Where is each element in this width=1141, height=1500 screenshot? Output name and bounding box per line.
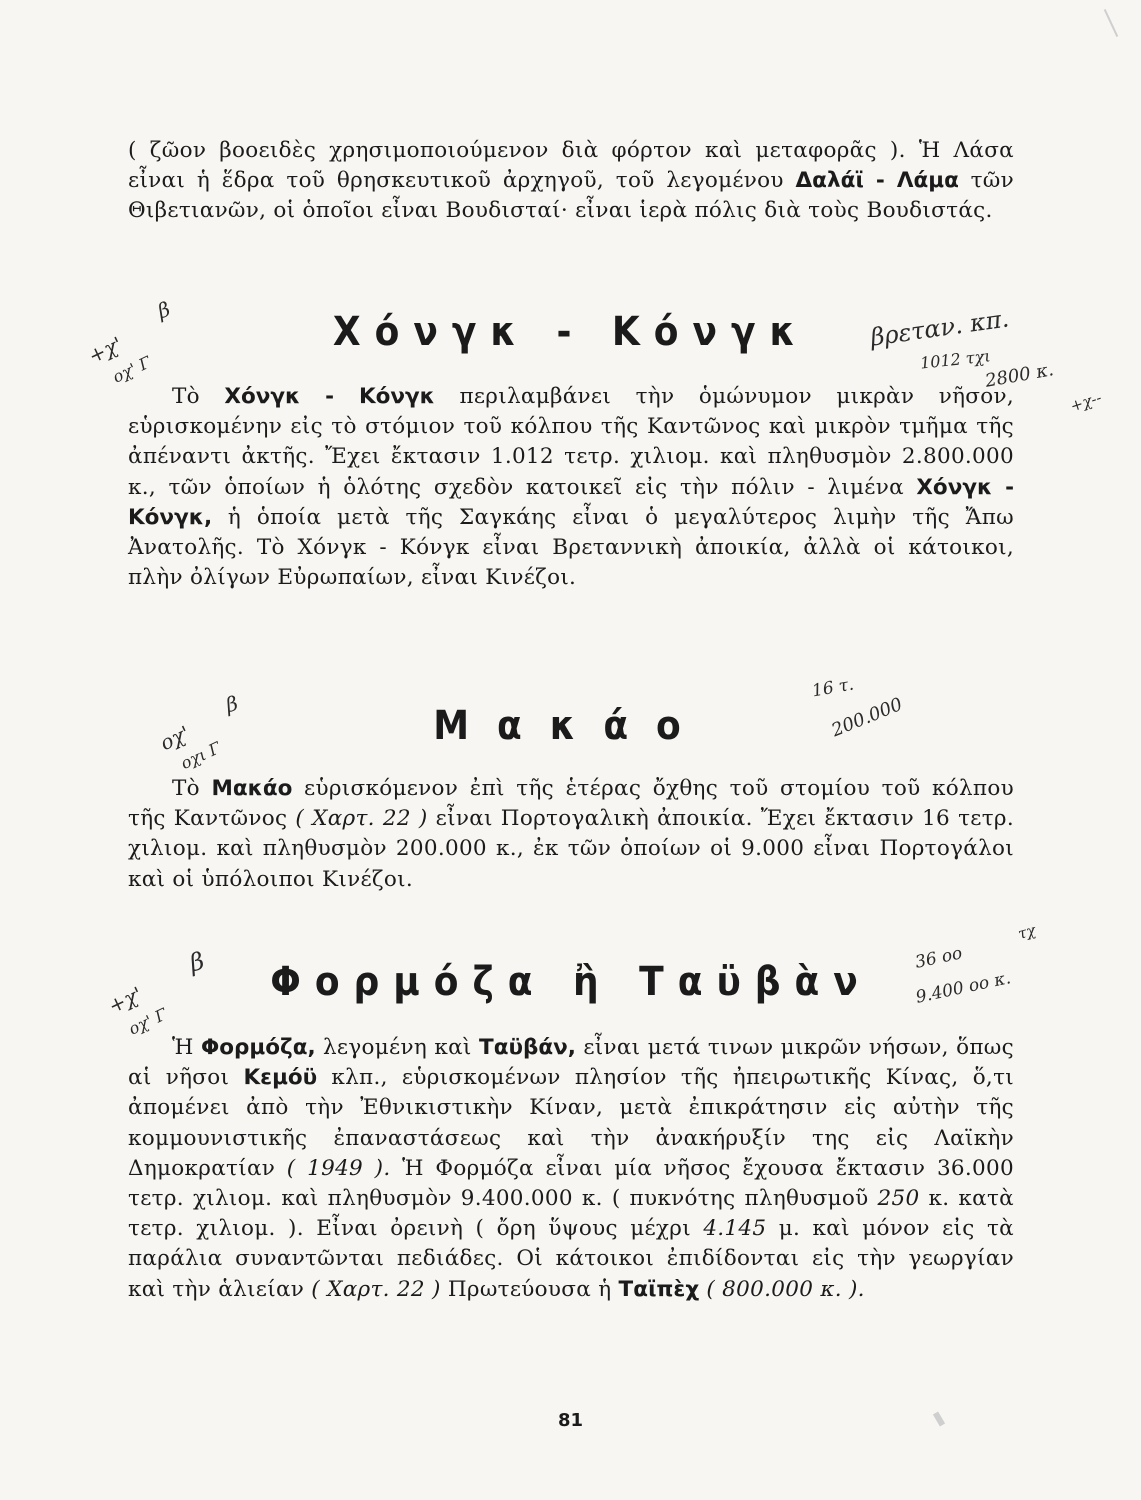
handwritten-note: 16 τ. <box>810 674 856 702</box>
italic-reference: 4.145 <box>703 1216 767 1242</box>
bold-term: Μακάο <box>211 776 293 801</box>
handwritten-note: οχ' <box>156 720 194 756</box>
text-run: Πρωτεύουσα ἡ <box>440 1276 619 1302</box>
handwritten-note: β <box>154 296 174 324</box>
handwritten-note: οχ' Γ <box>125 1004 170 1039</box>
paragraph-macao <box>128 774 1014 895</box>
bold-term: Χόνγκ - Κόνγκ, <box>128 474 1015 530</box>
italic-reference: ( Χαρτ. 22 ) <box>311 1276 441 1302</box>
handwritten-note: +χ' <box>84 331 126 369</box>
italic-reference: ( 1949 ). <box>286 1155 391 1181</box>
text-run: Ἡ <box>172 1035 201 1060</box>
bold-term: Χόνγκ - Κόνγκ <box>224 384 435 409</box>
handwritten-note: οχι Γ <box>177 738 224 773</box>
bold-term: Φορμόζα, <box>200 1035 316 1060</box>
bold-term: Δαλάϊ - Λάμα <box>795 168 959 194</box>
text-run: κλπ., εὑρισκομένων πλησίον τῆς ἠπειρωτικῆς Κίνας, ὅ,τι ἀπομένει ἀπὸ τὴν Ἐθνικιστικὴν Κίναν, μετὰ ἐπικράτησιν εἰς αὐτὴν τῆς κομμουνιστικῆς ἐπαναστάσεως καὶ τὴν ἀνακήρυξίν της εἰς Λαϊκὴν Δημοκρατίαν <box>128 1065 1014 1181</box>
handwritten-note: 36 οο <box>913 943 965 973</box>
section-heading-formosa: Φορμόζα ἢ Ταϋβὰν <box>270 959 872 1005</box>
section-heading-macao: Μακάο <box>433 703 709 749</box>
handwritten-note: 2800 κ. <box>983 359 1056 392</box>
handwritten-note: 200.000 <box>828 693 906 742</box>
text-run: εἶναι μετά τινων μικρῶν νήσων, ὅπως αἱ νῆσοι <box>128 1035 1014 1091</box>
italic-reference: ( Χαρτ. 22 ) <box>295 806 428 832</box>
handwritten-note: 9.400 οο κ. <box>913 968 1013 1008</box>
paragraph-formosa <box>128 1033 1014 1305</box>
handwritten-note: οχ' Γ <box>109 352 154 387</box>
handwritten-note: +χ-- <box>1067 388 1104 416</box>
bold-term: Ταϋβάν, <box>479 1035 576 1060</box>
text-run: Ἡ Φορμόζα εἶναι μία νῆσος ἔχουσα ἔκτασιν 36.000 τετρ. χιλιομ. καὶ πληθυσμὸν 9.400.000 κ. ( πυκνότης πληθυσμοῦ <box>128 1155 1014 1212</box>
intro-paragraph <box>128 136 1014 227</box>
text-run: Τὸ <box>172 384 225 409</box>
handwritten-note: β <box>223 690 241 718</box>
text-run: εἶναι Πορτογαλικὴ ἀποικία. Ἔχει ἔκτασιν 16 τετρ. χιλιομ. καὶ πληθυσμὸν 200.000 κ., ἐκ τῶν ὁποίων οἱ 9.000 εἶναι Πορτογάλοι καὶ οἱ ὑπόλοιποι Κινέζοι. <box>128 806 1014 892</box>
italic-reference: ( 800.000 κ. ). <box>706 1276 865 1302</box>
text-run: κ. κατὰ τετρ. χιλιομ. ). Εἶναι ὀρεινὴ ( ὄρη ὕψους μέχρι <box>128 1186 1014 1242</box>
text-run: μ. καὶ μόνον εἰς τὰ παράλια συναντῶνται πεδιάδες. Οἱ κάτοικοι ἐπιδίδονται εἰς τὴν γεωργίαν καὶ τὴν ἁλιείαν <box>128 1216 1014 1302</box>
handwritten-note: τχ <box>1015 921 1038 943</box>
text-run: εὑρισκόμενον ἐπὶ τῆς ἑτέρας ὄχθης τοῦ στομίου τοῦ κόλπου τῆς Καντῶνος <box>128 776 1014 832</box>
text-run: ἡ ὁποία μετὰ τῆς Σαγκάης εἶναι ὁ μεγαλύτερος λιμὴν τῆς Ἄπω Ἀνατολῆς. Τὸ Χόνγκ - Κόνγκ εἶναι Βρεταννικὴ ἀποικία, ἀλλὰ οἱ κάτοικοι, πλὴν ὀλίγων Εὐρωπαίων, εἶναι Κινέζοι. <box>128 504 1014 591</box>
text-run: τῶν Θιβετιανῶν, οἱ ὁποῖοι εἶναι Βουδισταί· εἶναι ἱερὰ πόλις διὰ τοὺς Βουδιστάς. <box>128 168 1015 224</box>
bold-term: Κεμόϋ <box>243 1065 318 1091</box>
text-run: ( ζῶον βοοειδὲς χρησιμοποιούμενον διὰ φόρτον καὶ μεταφορᾶς ). Ἡ Λάσα εἶναι ἡ ἕδρα τοῦ θρησκευτικοῦ ἀρχηγοῦ, τοῦ λεγομένου <box>128 138 1014 194</box>
scan-mark <box>1104 9 1118 37</box>
page-number: 81 <box>557 1410 584 1431</box>
text-run: Τὸ <box>172 776 212 801</box>
bold-term: Ταϊπὲχ <box>618 1276 700 1302</box>
handwritten-note: +χ' <box>104 981 146 1019</box>
text-run: περιλαμβάνει τὴν ὁμώνυμον μικρὰν νῆσον, εὑρισκομένην εἰς τὸ στόμιον τοῦ κόλπου τῆς Καντῶνος καὶ μικρὸν τμῆμα τῆς ἀπέναντι ἀκτῆς. Ἔχει ἔκτασιν 1.012 τετρ. χιλιομ. καὶ πληθυσμὸν 2.800.000 κ., τῶν ὁποίων ἡ ὁλότης σχεδὸν κατοικεῖ εἰς τὴν πόλιν - λιμένα <box>128 384 1014 500</box>
handwritten-note: βρεταν. κπ. <box>868 304 1011 352</box>
section-heading-hong-kong: Χόνγκ - Κόνγκ <box>332 309 810 355</box>
italic-reference: 250 <box>877 1186 920 1212</box>
handwritten-note: β <box>186 946 208 978</box>
paragraph-hong-kong <box>128 382 1014 593</box>
handwritten-note: 1012 τχι <box>919 346 992 373</box>
text-run: λεγομένη καὶ <box>315 1035 480 1060</box>
